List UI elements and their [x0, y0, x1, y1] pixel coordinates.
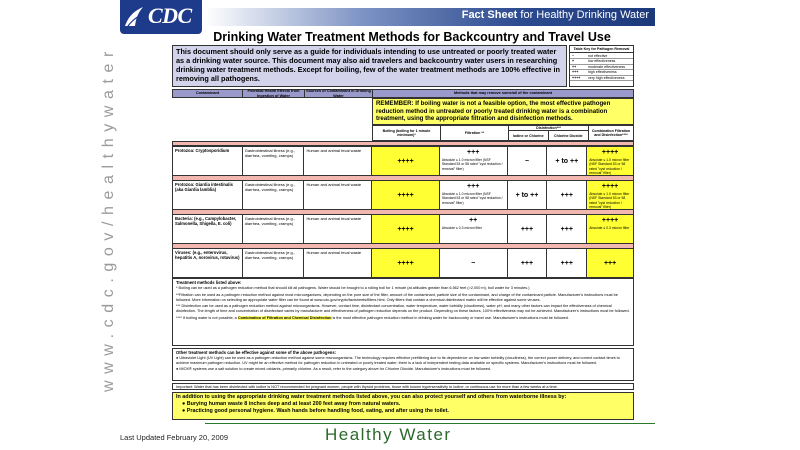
key-desc: very high effectiveness: [588, 75, 625, 80]
intro-text: This document should only serve as a guide for individuals intending to use untreated or poorly treated water as a drinking water source. This document may also aid travelers and backcountry water users in researching drinking water treatment methods. Except for boiling, few of the water treatment methods are 100% effective in removing all pathogens.: [172, 45, 567, 87]
subheader-iodine: Iodine or Chlorine: [509, 131, 549, 140]
fact-sheet: [172, 45, 634, 422]
combination-cell: [587, 249, 633, 277]
filtration-cell: [440, 181, 508, 209]
combination-rating: +++: [603, 259, 617, 267]
treatment-notes: [172, 278, 634, 346]
contaminant-name: Bacteria: (e.g., Campylobacter, Salmonella, Shigella, E. coli): [173, 215, 243, 243]
subheader-chlorine-dioxide: Chlorine Dioxide: [553, 133, 583, 138]
fact-sheet-header: [205, 8, 655, 26]
addition-lead: In addition to using the appropriate drinking water treatment methods listed above, you can also protect yourself and others from waterborne illness by:: [176, 394, 567, 400]
iodine-rating: +++: [508, 249, 548, 277]
health-effects: Gastrointestinal illness (e.g., diarrhea, vomiting, cramps): [243, 215, 305, 243]
addition-bullet-2: ● Practicing good personal hygiene. Wash hands before handling food, eating, and after using the toilet.: [182, 407, 449, 414]
key-symbol: ++++: [572, 75, 581, 80]
health-effects: Gastrointestinal illness (e.g., diarrhea, vomiting, cramps): [243, 147, 305, 175]
iodine-rating: +++: [508, 215, 548, 243]
filtration-rating: +++: [467, 183, 480, 190]
note-combination: [176, 316, 630, 321]
key-symbol: ++: [572, 64, 577, 69]
cdc-logo: [120, 0, 202, 34]
subheader-combination: Combination Filtration and Disinfection****: [591, 128, 631, 137]
filtration-cell: [440, 249, 508, 277]
contaminant-name: Protozoa: Giardia intestinalis (aka Giardia lamblia): [173, 181, 243, 209]
remember-callout: REMEMBER: If boiling water is not a feasible option, the most effective pathogen reduction method in untreated or poorly treated drinking water is a combination treatment, using the appropriate filtration and disinfection methods.: [372, 98, 634, 125]
header-methods: Methods that may remove some/all of the contaminant: [453, 91, 553, 96]
table-key: [569, 45, 634, 87]
header-text: [462, 9, 649, 21]
contaminant-source: Human and animal fecal waste: [304, 181, 372, 209]
other-header: Other treatment methods can be effective against some of the above pathogens:: [176, 350, 337, 355]
table-row: [172, 248, 634, 278]
page-title: Drinking Water Treatment Methods for Backcountry and Travel Use: [213, 30, 611, 44]
combination-cell: [587, 147, 633, 175]
table-row: [172, 180, 634, 210]
health-effects: Gastrointestinal illness (e.g., diarrhea, vomiting, cramps): [243, 249, 305, 277]
header-illness: Potential Health Effects from Ingestion of Water: [243, 90, 305, 97]
subheader-filtration: Filtration **: [441, 126, 509, 140]
healthy-water-brand: Healthy Water: [325, 425, 452, 444]
combination-rating: ++++: [601, 149, 619, 156]
notes-header: Treatment methods listed above:: [176, 280, 242, 285]
key-symbol: −: [572, 53, 575, 58]
filtration-rating: −: [471, 259, 476, 267]
filtration-cell: [440, 215, 508, 243]
note-disinfection: *** Disinfection can be used as a pathogen reduction method against microorganisms. However, contact time, disinfectant concentration, water temperature, water turbidity (cloudiness), water pH, and many other factors can impact the effectiveness of chemical disinfection. The length of time and concentration of disinfectant varies by manufacturer and effectiveness of pathogen reduction depends on the product. Depending on these factors, 100% effectiveness may not be achieved. Manufacturer's instructions must be followed.: [176, 304, 630, 314]
logo-text: CDC: [148, 3, 192, 28]
addition-callout: [172, 392, 634, 420]
combination-rating: ++++: [601, 183, 619, 190]
chlorine-dioxide-rating: +++: [547, 249, 587, 277]
combination-note: Absolute ≤ 1.0 micron filter (NSF Standard 53 or 58 rated "cyst reduction / removal" filter): [589, 192, 630, 209]
chlorine-dioxide-rating: + to ++: [547, 147, 587, 175]
contaminant-name: Protozoa: Cryptosporidium: [173, 147, 243, 175]
note-boiling: * Boiling can be used as a pathogen reduction method that should kill all pathogens. Water should be brought to a rolling boil for 1 minute (at altitudes greater than 6,562 feet (>2,000 m), boil water for 3 minutes.): [176, 286, 530, 291]
filtration-note: Absolute ≤ 0.3 micron filter: [441, 226, 482, 230]
chlorine-dioxide-rating: +++: [547, 181, 587, 209]
key-desc: low effectiveness: [588, 59, 616, 64]
filtration-cell: [440, 147, 508, 175]
chlorine-dioxide-rating: +++: [547, 215, 587, 243]
contaminant-source: Human and animal fecal waste: [304, 249, 372, 277]
subheader-disinfection: [509, 126, 589, 140]
table-header: [172, 89, 634, 98]
key-row: [570, 76, 633, 82]
key-desc: moderate effectiveness: [588, 64, 626, 69]
subheader-disinfection-split: [509, 131, 588, 140]
method-subheader: [372, 125, 634, 141]
iodine-rating: −: [508, 147, 548, 175]
last-updated: Last Updated February 20, 2009: [120, 433, 228, 442]
table-row: [172, 146, 634, 176]
contaminant-name: Viruses: (e.g., enterovirus, hepatitis A, norovirus, rotavirus): [173, 249, 243, 277]
filtration-note: Absolute ≤ 1.0 micron filter (NSF Standard 53 or 58 rated "cyst reduction / removal" filter): [441, 158, 503, 171]
contaminant-source: Human and animal fecal waste: [304, 147, 372, 175]
note-filtration: **Filtration can be used as a pathogen reduction method against most microorganisms, depending on the pore size of the filter, amount of the contaminant, particle size of the contaminant, and charge of the contaminant particle. Manufacturer's instructions must be followed. More information on selecting an appropriate water filter can be found at www.cdc.gov/crypto/factsheets/filters.html. Only filters that contain a chemical disinfectant matrix will be effective against some viruses.: [176, 292, 618, 302]
side-url: www.cdc.gov/healthywater: [100, 45, 117, 392]
important-note: Important: Water that has been disinfected with iodine is NOT recommended for pregnant women, people with thyroid problems, those with known hypersensitivity to iodine, or continuous use for more than a few weeks at a time.: [172, 383, 634, 390]
subheader-disinfection-label: Disinfection***: [509, 126, 588, 131]
combination-rating: ++++: [601, 217, 619, 224]
combination-note: Absolute ≤ 1.0 micron filter (NSF Standard 53 or 58 rated "cyst reduction / removal" filter): [589, 158, 630, 175]
boiling-rating: ++++: [372, 147, 440, 175]
contaminant-source: Human and animal fecal waste: [304, 215, 372, 243]
boiling-rating: ++++: [372, 249, 440, 277]
eagle-icon: [122, 4, 146, 30]
subheader-boiling: Boiling (boiling for 1 minute minimum)*: [373, 126, 441, 140]
fact-sheet-for: for Healthy Drinking Water: [517, 9, 649, 21]
filtration-rating: +++: [467, 149, 480, 156]
boiling-rating: ++++: [372, 215, 440, 243]
combination-cell: [587, 181, 633, 209]
table-row: [172, 214, 634, 244]
header-contaminant: Contaminant: [173, 90, 243, 97]
other-miox: ● MIOX® systems use a salt solution to create mixed oxidants, primarily chlorine. As a result, refer to the category above for Chlorine Dioxide. Manufacturer's instructions must be followed.: [176, 366, 491, 371]
addition-bullet-1: ● Burying human waste 8 inches deep and at least 200 feet away from natural waters.: [182, 400, 401, 407]
key-desc: not effective: [588, 53, 608, 58]
boiling-rating: ++++: [372, 181, 440, 209]
note-combination-pre: **** If boiling water is not possible, a: [176, 315, 238, 320]
note-combination-highlight: Combination of Filtration and Chemical Disinfection: [237, 315, 332, 320]
key-symbol: +: [572, 59, 575, 64]
key-title: Table Key for Pathogen Removal: [570, 46, 633, 53]
other-methods: [172, 348, 634, 381]
footer-rule: [205, 423, 655, 424]
filtration-rating: ++: [469, 217, 478, 224]
other-uv: ● Ultraviolet Light (UV Light) can be used as a pathogen reduction method against some microorganisms. The technology requires effective prefiltering due to its dependence on low water turbidity (cloudiness), the correct power delivery, and correct contact times to achieve maximum pathogen reduction. UV might be an effective method for pathogen reduction in untreated or poorly treated water; there is a lack of independent testing data available on specific systems. Manufacturer's instructions must be followed.: [176, 356, 620, 365]
health-effects: Gastrointestinal illness (e.g., diarrhea, vomiting, cramps): [243, 181, 305, 209]
key-symbol: +++: [572, 70, 579, 75]
header-sources: Sources of Contaminant in Drinking Water: [305, 90, 373, 97]
key-desc: high effectiveness: [588, 70, 617, 75]
filtration-note: Absolute ≤ 1.0 micron filter (NSF Standard 53 or 58 rated "cyst reduction / removal" filter): [441, 192, 503, 205]
combination-note: Absolute ≤ 0.3 micron filter: [589, 226, 630, 230]
note-combination-post: is the most effective pathogen reduction method in drinking water for backcountry or travel use. Manufacturer's instructions must be followed.: [331, 315, 569, 320]
iodine-rating: + to ++: [508, 181, 548, 209]
fact-sheet-label: Fact Sheet: [461, 9, 518, 21]
combination-cell: [587, 215, 633, 243]
